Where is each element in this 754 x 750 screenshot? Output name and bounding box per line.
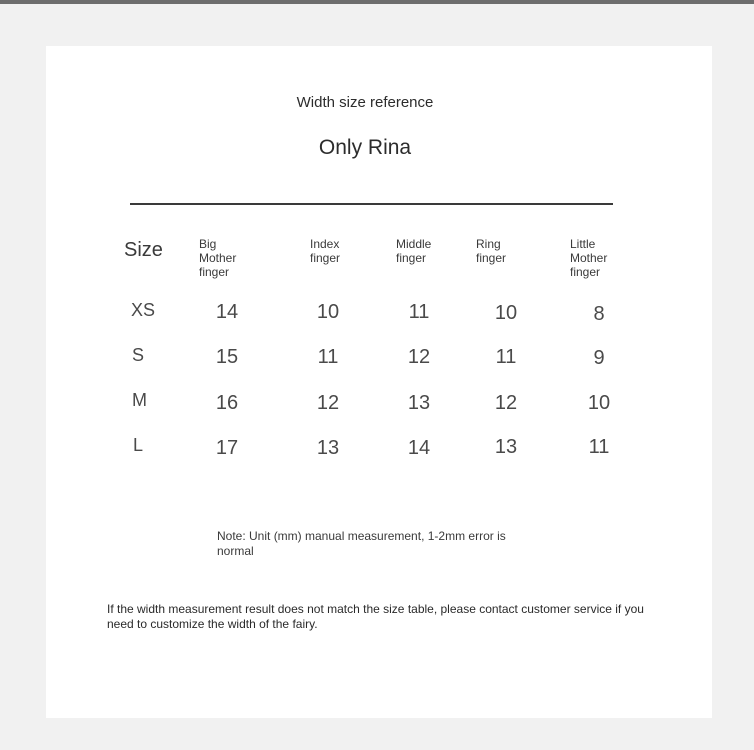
table-cell: 10 [316,301,340,323]
unit-note: Note: Unit (mm) manual measurement, 1-2mm error is normal [217,529,506,558]
column-header-little-mother-finger: Little Mother finger [570,237,608,279]
table-cell: 11 [408,301,430,323]
table-cell: 16 [215,392,239,414]
column-header-index-finger: Index finger [310,237,341,265]
table-cell: 13 [494,436,518,458]
top-border [0,0,754,4]
column-header-ring-finger: Ring finger [476,237,507,265]
table-cell: 13 [407,392,431,414]
table-cell: 13 [316,437,340,459]
size-label-s: S [132,345,145,365]
table-cell: 14 [215,301,239,323]
table-cell: 12 [316,392,340,414]
table-cell: 12 [494,392,518,414]
table-cell: 11 [317,346,339,368]
table-cell: 15 [215,346,239,368]
table-cell: 17 [215,437,239,459]
table-cell: 11 [495,346,517,368]
document-title: Width size reference [296,94,434,111]
table-cell: 14 [407,437,431,459]
column-header-big-mother-finger: Big Mother finger [199,237,237,279]
table-cell: 11 [588,436,610,458]
table-cell: 8 [593,303,605,325]
table-cell: 10 [494,302,518,324]
size-label-m: M [132,390,147,410]
divider-line [130,203,613,205]
table-cell: 9 [593,347,605,369]
table-cell: 12 [407,346,431,368]
column-header-middle-finger: Middle finger [396,237,432,265]
size-label-xs: XS [131,300,156,320]
size-label-l: L [133,435,144,455]
table-cell: 10 [587,392,611,414]
brand-name: Only Rina [318,136,412,159]
customize-note: If the width measurement result does not match the size table, please contact customer service if you need to customize the width of the fairy. [107,602,644,631]
size-column-header: Size [124,239,163,261]
